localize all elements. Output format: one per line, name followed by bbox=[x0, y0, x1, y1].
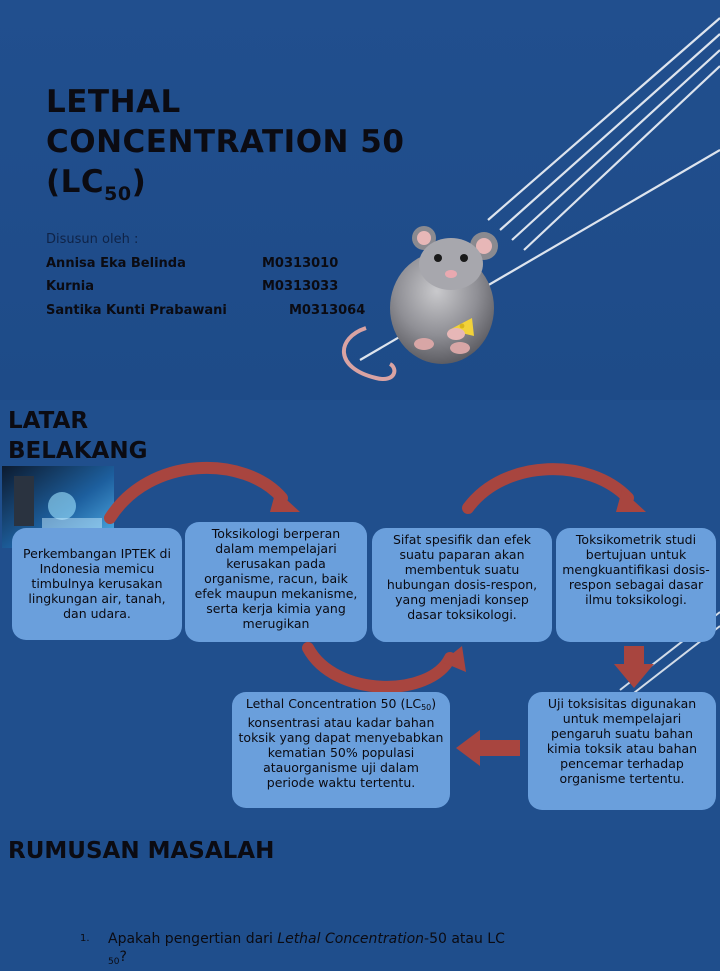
flow-box-text: ) konsentrasi atau kadar bahan toksik yang dapat menyebabkan kematian 50% populasi atauorganisme uji dalam periode waktu tertentu. bbox=[238, 696, 444, 790]
list-number: 1. bbox=[80, 933, 90, 944]
cover-slide bbox=[0, 0, 720, 400]
flow-box-text: Lethal Concentration 50 (LC bbox=[245, 696, 422, 711]
heading-line-2: BELAKANG bbox=[8, 438, 148, 464]
question-list bbox=[80, 930, 505, 971]
author-name: Kurnia bbox=[46, 279, 94, 294]
title-subscript: 50 bbox=[104, 183, 132, 205]
flow-box-text: Sifat spesifik dan efek suatu paparan akan membentuk suatu hubungan dosis-respon, yang menjadi konsep dasar toksikologi. bbox=[386, 532, 538, 622]
flow-box-subscript: 50 bbox=[421, 703, 432, 712]
page-title bbox=[46, 82, 404, 214]
flow-box bbox=[372, 528, 552, 642]
author-name: Santika Kunti Prabawani bbox=[46, 303, 227, 318]
list-text: -50 atau LC bbox=[424, 931, 505, 947]
section-heading: RUMUSAN MASALAH bbox=[8, 838, 275, 864]
flow-box-text: Toksikologi berperan dalam mempelajari kerusakan pada organisme, racun, baik efek maupun mekanisme, serta kerja kimia yang merugikan bbox=[194, 526, 358, 631]
list-text: ? bbox=[119, 949, 127, 965]
flow-box bbox=[12, 528, 182, 640]
mouse-illustration bbox=[336, 218, 516, 388]
author-row bbox=[46, 256, 339, 271]
title-line-3: (LC bbox=[46, 164, 105, 200]
title-line-2: CONCENTRATION 50 bbox=[46, 124, 405, 160]
heading-line-1: LATAR bbox=[8, 408, 89, 434]
author-nim: M0313064 bbox=[289, 303, 366, 318]
list-text-italic: Lethal Concentration bbox=[277, 931, 425, 947]
background-slide bbox=[0, 400, 720, 840]
list-text: Apakah pengertian dari bbox=[108, 931, 278, 947]
list-subscript: 50 bbox=[108, 957, 120, 967]
author-row bbox=[46, 303, 366, 318]
flow-box-text: Perkembangan IPTEK di Indonesia memicu timbulnya kerusakan lingkungan air, tanah, dan udara. bbox=[23, 546, 171, 621]
author-nim: M0313033 bbox=[262, 279, 339, 294]
flow-box bbox=[232, 692, 450, 808]
author-name: Annisa Eka Belinda bbox=[46, 256, 186, 271]
author-label: Disusun oleh : bbox=[46, 232, 139, 247]
title-close: ) bbox=[131, 164, 147, 200]
flow-box bbox=[185, 522, 367, 642]
list-item bbox=[80, 930, 505, 971]
author-row bbox=[46, 279, 339, 294]
title-line-1: LETHAL bbox=[46, 84, 181, 120]
flow-box-text: Uji toksisitas digunakan untuk mempelajari pengaruh suatu bahan kimia toksik atau bahan pencemar terhadap organisme tertentu. bbox=[546, 696, 698, 786]
flow-box bbox=[528, 692, 716, 810]
flow-box bbox=[556, 528, 716, 642]
flow-box-text: Toksikometrik studi bertujuan untuk mengkuantifikasi dosis-respon sebagai dasar ilmu toksikologi. bbox=[562, 532, 710, 607]
author-nim: M0313010 bbox=[262, 256, 339, 271]
